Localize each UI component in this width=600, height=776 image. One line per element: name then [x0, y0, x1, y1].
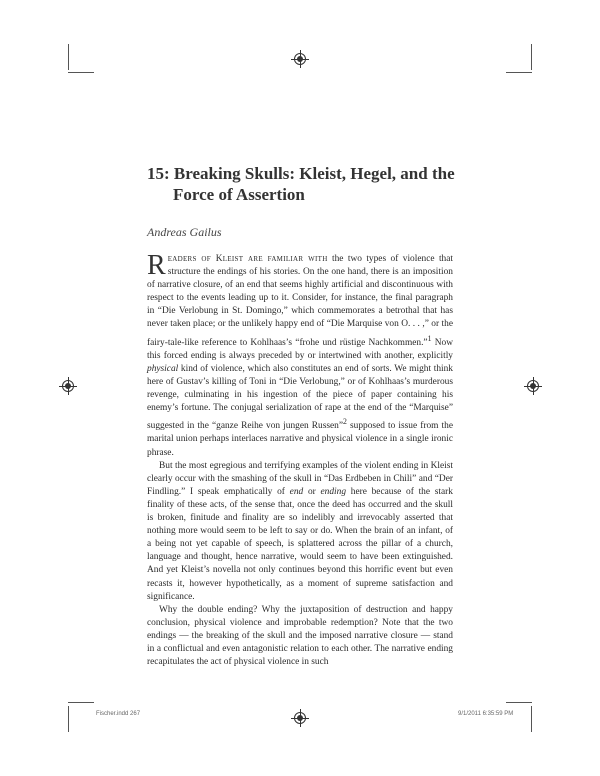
chapter-title-line1: Breaking Skulls: Kleist, Hegel, and the — [173, 164, 455, 183]
registration-mark-icon — [527, 380, 539, 392]
crop-mark — [68, 72, 94, 73]
author-name: Andreas Gailus — [147, 225, 222, 239]
crop-mark — [531, 706, 532, 732]
paragraph: Readers of Kleist are familiar with the two types of violence that structure the endings of his stories. On the one hand, there is an imposition of narrative closure, of an end that seems highly artificial and discontinuous with respect to the events leading up to it. Consider, for instance, the final paragraph in “Die Verlobung in St. Domingo,” which commemorates a betrothal that has never taken place; or the unlikely happy end of “Die Marquise von O. . . ,” or the fairy-tale-like reference to Kohlhaas’s “frohe und rüstige Nachkommen.”$^1$ Now this forced ending is always preceded by or intertwined with another, explicitly physical kind of violence, which also constitutes an end of sorts. We might think here of Gustav’s killing of Toni in “Die Verlobung,” or of Kohlhaas’s murderous revenge, culminating in his ingestion of the piece of paper containing his enemy’s fortune. The conjugal serialization of rape at the end of the “Marquise” suggested in the “ganze Reihe von jungen Russen”$^2$ supposed to issue from the marital union perhaps interlaces narrative and physical violence in a single ironic phrase. — [147, 250, 453, 458]
crop-mark — [68, 44, 69, 70]
body-text — [147, 250, 453, 669]
crop-mark — [68, 702, 94, 703]
drop-cap: R — [147, 250, 166, 281]
footnote-ref: 2 — [343, 417, 347, 427]
chapter-title-line2: Force of Assertion — [173, 185, 305, 204]
registration-mark-icon — [62, 380, 74, 392]
crop-mark — [506, 702, 532, 703]
paragraph: But the most egregious and terrifying examples of the violent ending in Kleist clearly occur with the smashing of the skull in “Das Erdbeben in Chili” and “Der Findling.” I speak emphatically of end or ending here because of the stark finality of these acts, of the sense that, once the deed has occurred and the skull is broken, finitude and finality are so indelibly and irrevocably asserted that nothing more would seem to be left to say or do. When the brain of an infant, of a being not yet capable of speech, is splattered across the pillar of a church, language and thought, hence narrative, would seem to have been extinguished. And yet Kleist’s novella not only continues beyond this horrific event but even recasts it, however hypothetically, as a moment of supreme satisfaction and significance. — [147, 460, 453, 602]
registration-mark-icon — [294, 53, 306, 65]
footer-timestamp: 9/1/2011 6:35:59 PM — [458, 711, 514, 717]
crop-mark — [506, 72, 532, 73]
registration-mark-icon — [294, 712, 306, 724]
chapter-number: 15: — [147, 164, 170, 183]
crop-mark — [531, 44, 532, 70]
footnote-ref: 1 — [427, 333, 432, 343]
paragraph: Why the double ending? Why the juxtaposition of destruction and happy conclusion, physical violence and improbable redemption? Note that the two endings — the breaking of the skull and the imposed narrative closure — stand in a conflictual and even antagonistic relation to each other. The narrative ending recapitulates the act of physical violence in such — [147, 604, 453, 668]
chapter-title — [147, 163, 467, 205]
footer-file-slug: Fischer.indd 267 — [96, 711, 141, 717]
crop-mark — [68, 706, 69, 732]
